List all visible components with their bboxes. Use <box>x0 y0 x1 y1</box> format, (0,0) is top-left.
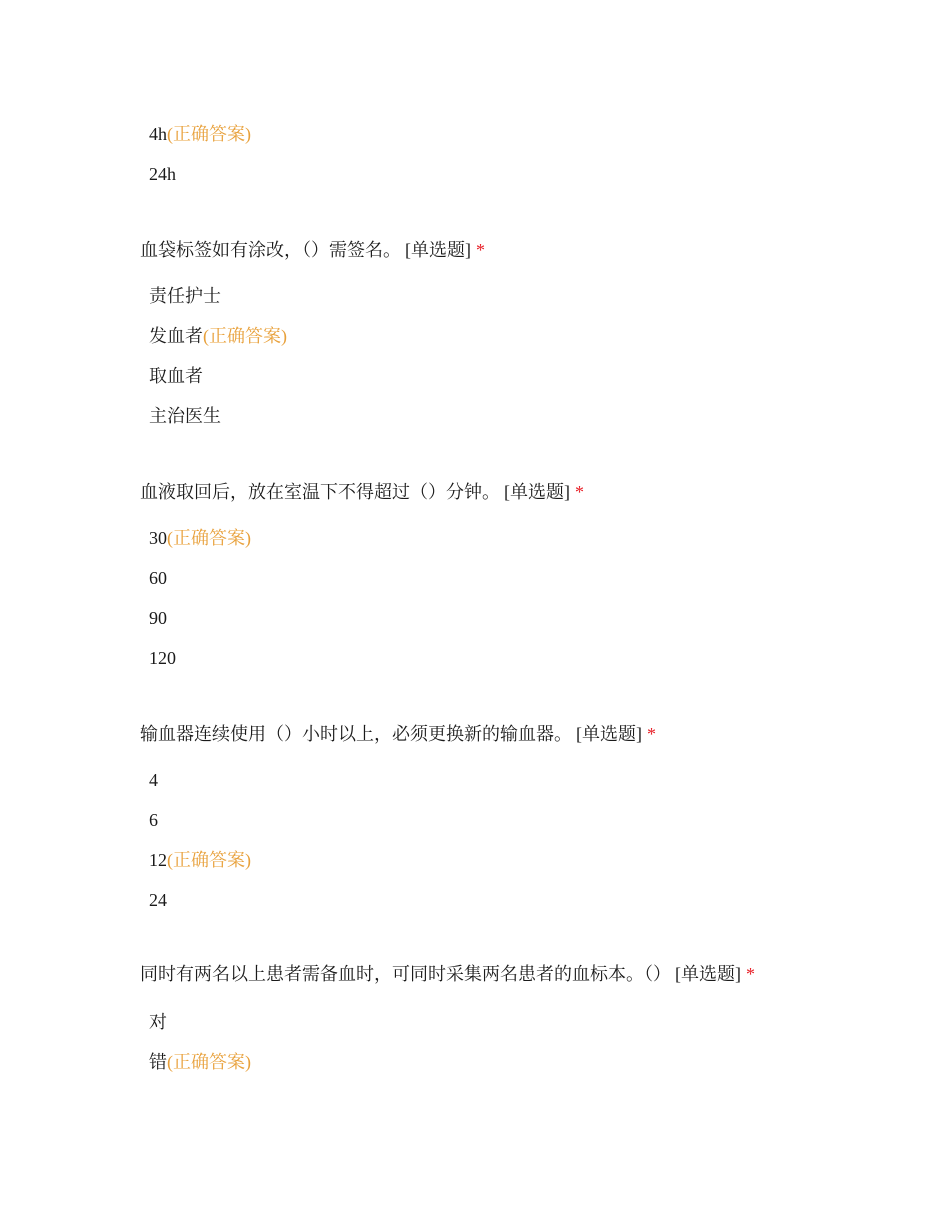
option-label: 对 <box>149 1012 167 1032</box>
option-q3-a <box>149 768 158 792</box>
option-label: 4 <box>149 770 158 790</box>
question-type-label: [单选题] <box>576 724 642 744</box>
question-text: 同时有两名以上患者需备血时，可同时采集两名患者的血标本。（） <box>140 964 671 984</box>
option-label: 60 <box>149 568 167 588</box>
option-label: 90 <box>149 608 167 628</box>
option-q3-d <box>149 888 167 912</box>
option-q4-b <box>149 1050 251 1074</box>
option-q1-d <box>149 404 221 428</box>
option-label: 错 <box>149 1052 167 1072</box>
question-type-label: [单选题] <box>675 964 741 984</box>
required-mark: * <box>575 482 584 502</box>
question-text: 输血器连续使用（）小时以上，必须更换新的输血器。 <box>140 724 572 744</box>
question-text: 血液取回后，放在室温下不得超过（）分钟。 <box>140 482 500 502</box>
option-label: 发血者 <box>149 326 203 346</box>
option-q4-a <box>149 1010 167 1034</box>
option-q2-b <box>149 566 167 590</box>
correct-answer-tag: (正确答案) <box>167 850 251 870</box>
correct-answer-tag: (正确答案) <box>203 326 287 346</box>
correct-answer-tag: (正确答案) <box>167 528 251 548</box>
option-q1-c <box>149 364 203 388</box>
option-q2-a <box>149 526 251 550</box>
option-label: 30 <box>149 528 167 548</box>
option-q1-b <box>149 324 287 348</box>
option-q3-c <box>149 848 251 872</box>
correct-answer-tag: (正确答案) <box>167 124 251 144</box>
option-label: 主治医生 <box>149 406 221 426</box>
correct-answer-tag: (正确答案) <box>167 1052 251 1072</box>
option-label: 24 <box>149 890 167 910</box>
option-q2-c <box>149 606 167 630</box>
option-label: 12 <box>149 850 167 870</box>
option-q0-b <box>149 162 176 186</box>
required-mark: * <box>647 724 656 744</box>
question-type-label: [单选题] <box>405 240 471 260</box>
option-label: 4h <box>149 124 167 144</box>
question-1-title <box>140 238 485 262</box>
option-label: 24h <box>149 164 176 184</box>
question-4-title <box>140 962 755 986</box>
question-text: 血袋标签如有涂改，（）需签名。 <box>140 240 401 260</box>
option-label: 6 <box>149 810 158 830</box>
option-label: 责任护士 <box>149 286 221 306</box>
question-type-label: [单选题] <box>504 482 570 502</box>
option-q3-b <box>149 808 158 832</box>
question-2-title <box>140 480 584 504</box>
option-label: 120 <box>149 648 176 668</box>
option-q1-a <box>149 284 221 308</box>
question-3-title <box>140 722 656 746</box>
option-label: 取血者 <box>149 366 203 386</box>
required-mark: * <box>746 964 755 984</box>
required-mark: * <box>476 240 485 260</box>
option-q0-a <box>149 122 251 146</box>
option-q2-d <box>149 646 176 670</box>
